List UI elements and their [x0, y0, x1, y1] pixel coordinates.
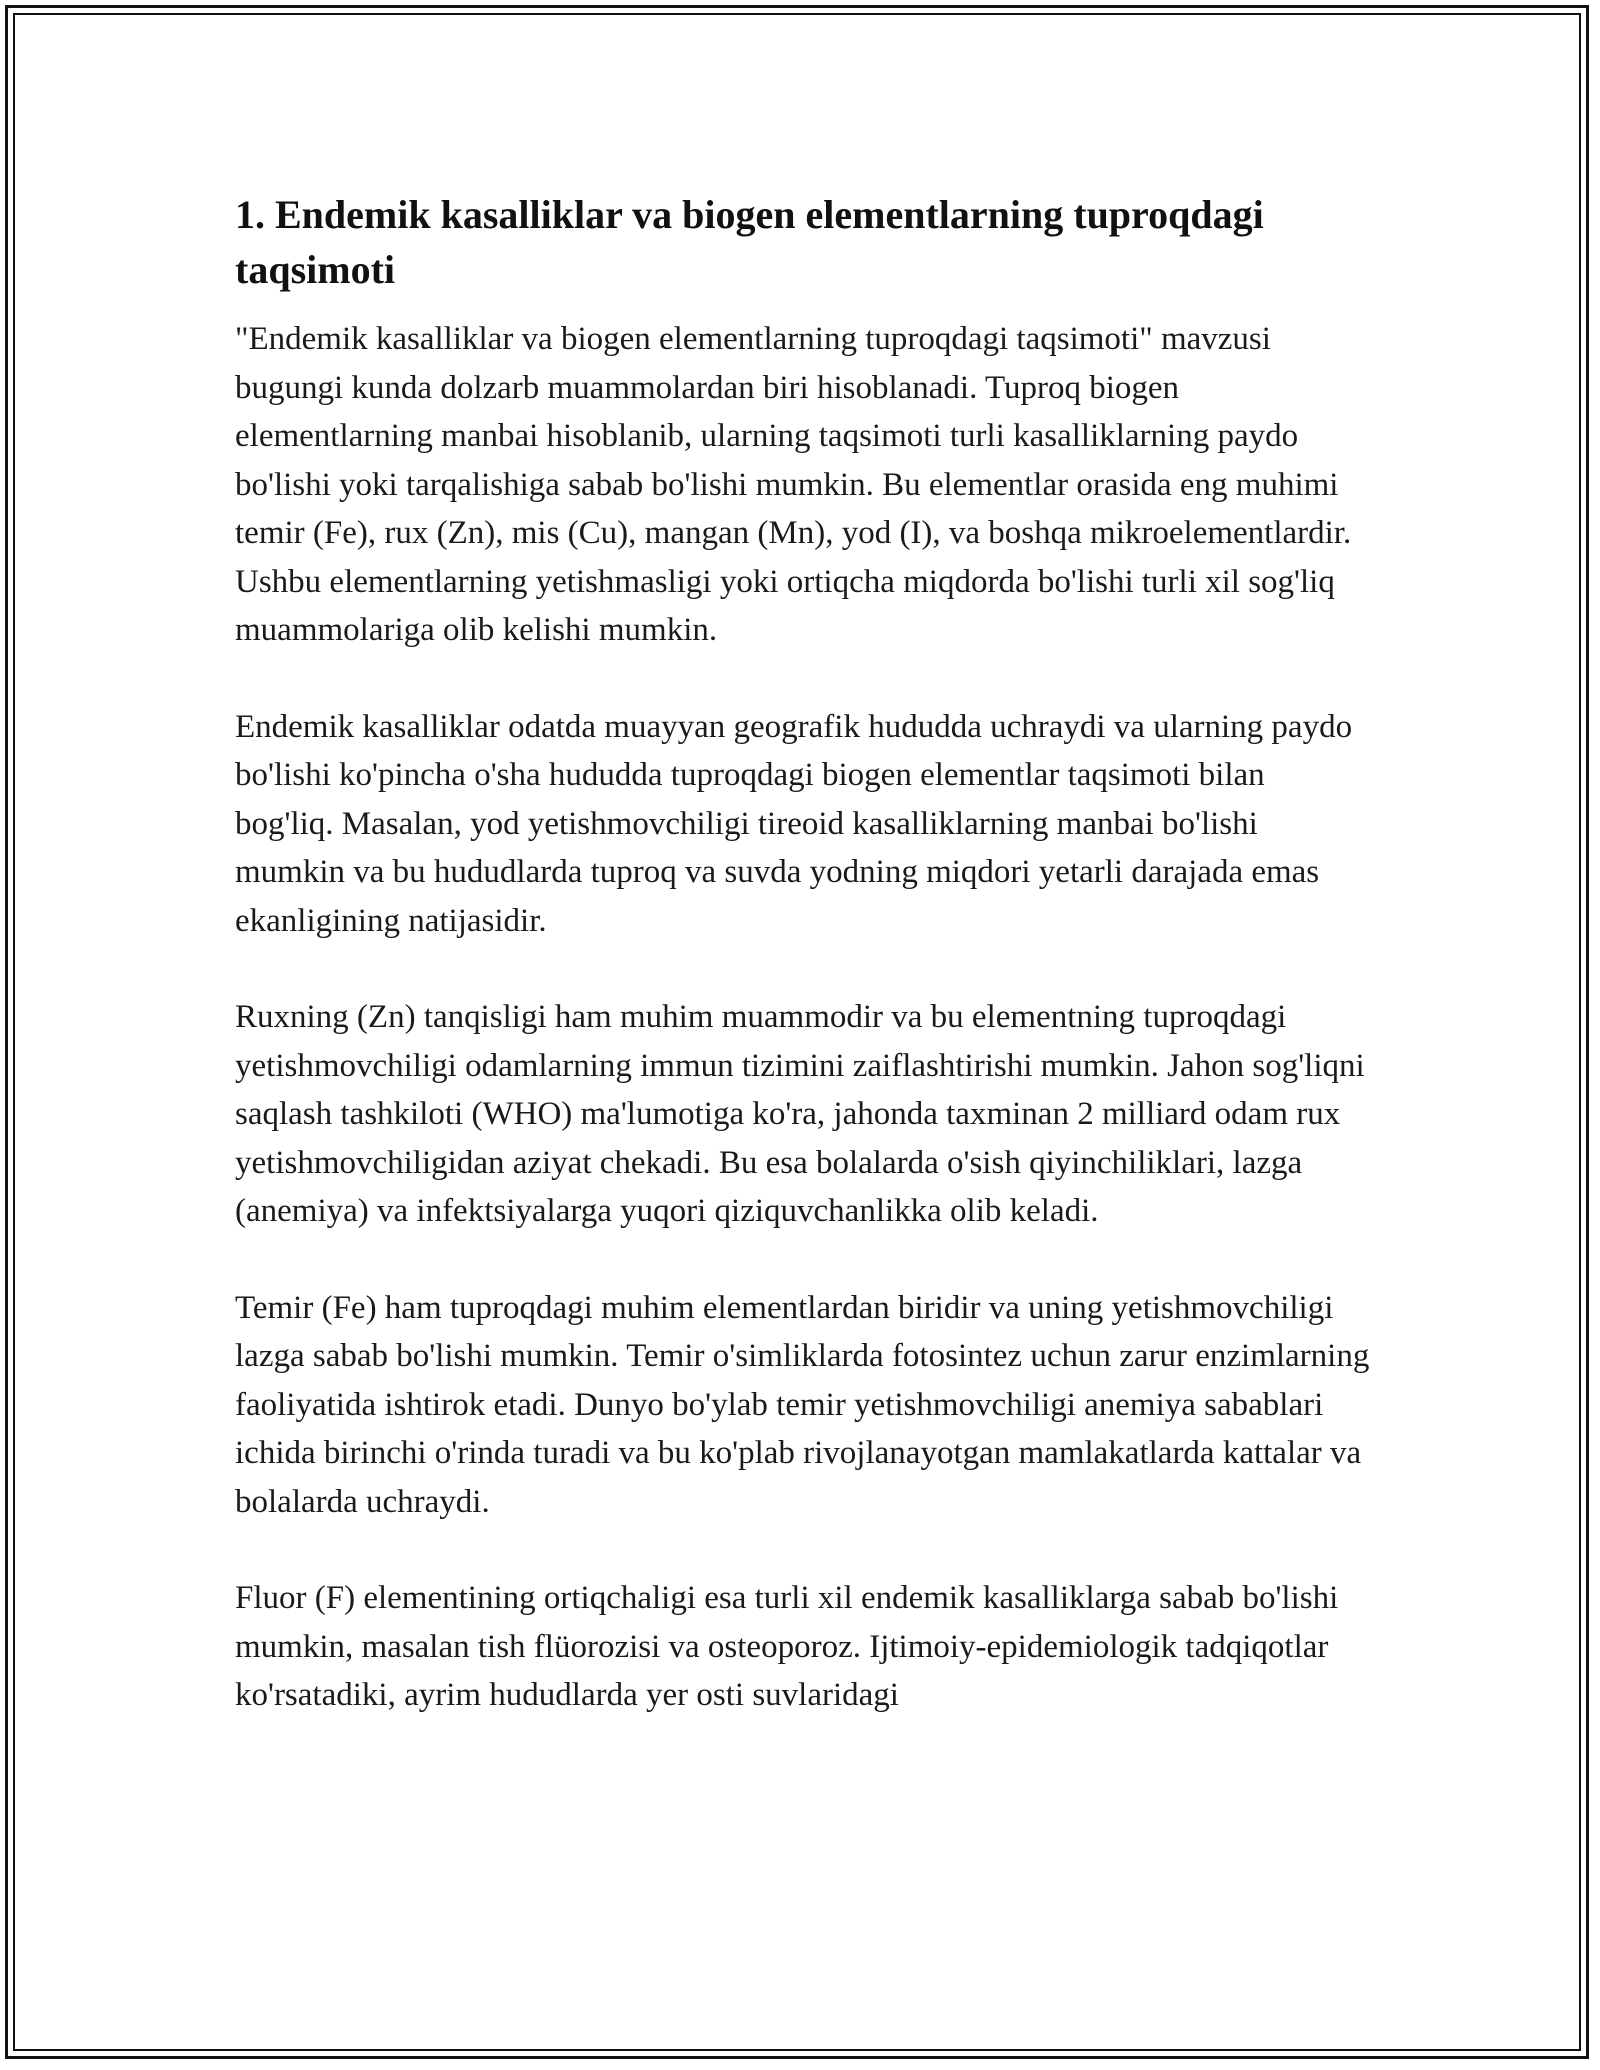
section-title: 1. Endemik kasalliklar va biogen elementlarning tuproqdagi taqsimoti — [235, 192, 1264, 292]
paragraph-4: Temir (Fe) ham tuproqdagi muhim elementlardan biridir va uning yetishmovchiligi lazga sabab bo'lishi mumkin. Temir o'simliklarda fotosintez uchun zarur enzimlarning faoliyatida ishtirok etadi. Dunyo bo'ylab temir yetishmovchiligi anemiya sabablari ichida birinchi o'rinda turadi va bu ko'plab rivojlanayotgan mamlakatlarda kattalar va bolalarda uchraydi. — [235, 1289, 1370, 1520]
paragraph-2: Endemik kasalliklar odatda muayyan geografik hududda uchraydi va ularning paydo bo'lishi ko'pincha o'sha hududda tuproqdagi biogen elementlar taqsimoti bilan bog'liq. Masalan, yod yetishmovchiligi tireoid kasalliklarning manbai bo'lishi mumkin va bu hududlarda tuproq va suvda yodning miqdori yetarli darajada emas ekanligining natijasidir. — [235, 708, 1353, 939]
paragraph-1: "Endemik kasalliklar va biogen elementlarning tuproqdagi taqsimoti" mavzusi bugungi kunda dolzarb muammolardan biri hisoblanadi. Tuproq biogen elementlarning manbai hisoblanib, ularning taqsimoti turli kasalliklarning paydo bo'lishi yoki tarqalishiga sabab bo'lishi mumkin. Bu elementlar orasida eng muhimi temir (Fe), rux (Zn), mis (Cu), mangan (Mn), yod (I), va boshqa mikroelementlardir. Ushbu elementlarning yetishmasligi yoki ortiqcha miqdorda bo'lishi turli xil sog'liq muammolariga olib kelishi mumkin. — [235, 321, 1352, 648]
paragraph-3: Ruxning (Zn) tanqisligi ham muhim muammodir va bu elementning tuproqdagi yetishmovchiligi odamlarning immun tizimini zaiflashtirishi mumkin. Jahon sog'liqni saqlash tashkiloti (WHO) ma'lumotiga ko'ra, jahonda taxminan 2 milliard odam rux yetishmovchiligidan aziyat chekadi. Bu esa bolalarda o'sish qiyinchiliklari, lazga (anemiya) va infektsiyalarga yuqori qiziquvchanlikka olib keladi. — [235, 999, 1365, 1229]
paragraph-5: Fluor (F) elementining ortiqchaligi esa turli xil endemik kasalliklarga sabab bo'lishi mumkin, masalan tish flüorozisi va osteoporoz. Ijtimoiy-epidemiologik tadqiqotlar ko'rsatadiki, ayrim hududlarda yer osti suvlaridagi — [235, 1580, 1339, 1713]
document-body — [235, 187, 1370, 1768]
